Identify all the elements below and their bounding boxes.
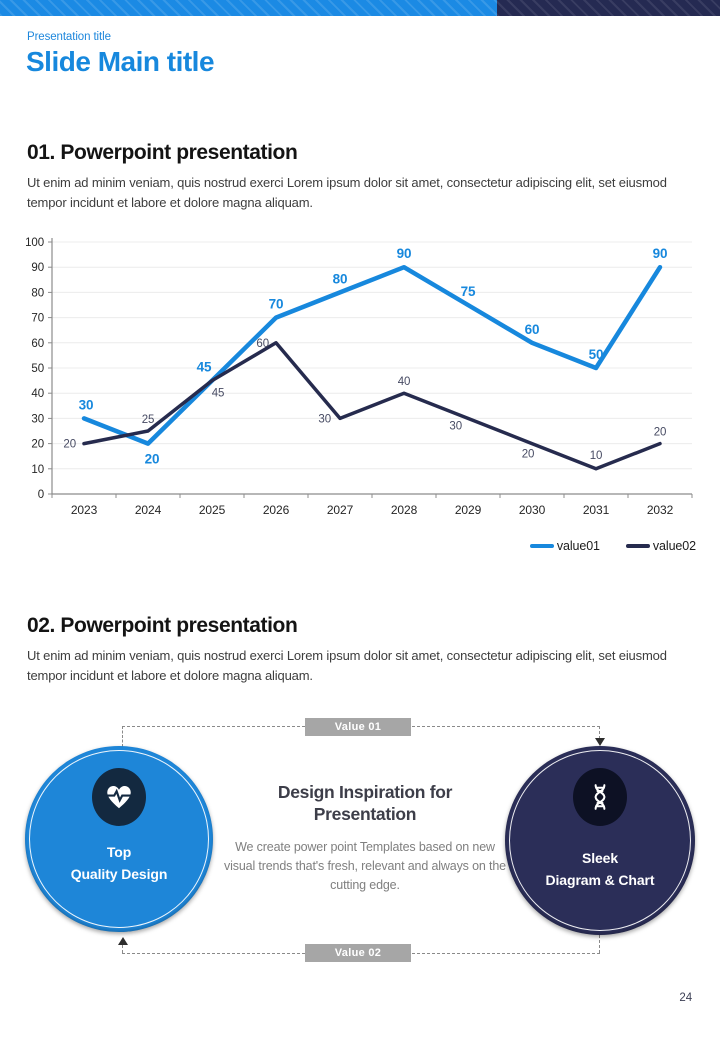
right-circle-line1: Sleek	[581, 850, 619, 866]
svg-text:30: 30	[78, 397, 94, 413]
svg-text:2027: 2027	[326, 503, 354, 517]
svg-text:10: 10	[589, 449, 603, 462]
top-quality-design-circle	[25, 746, 213, 932]
svg-text:80: 80	[31, 287, 44, 300]
value01-line-swatch	[530, 544, 554, 548]
svg-text:45: 45	[196, 359, 212, 375]
bottom-right-connector-stub	[599, 935, 600, 953]
svg-text:80: 80	[332, 271, 348, 287]
svg-text:25: 25	[141, 414, 155, 426]
svg-text:90: 90	[652, 246, 668, 262]
svg-text:20: 20	[521, 448, 535, 461]
top-bar-blue-segment	[0, 0, 497, 16]
svg-text:75: 75	[460, 284, 476, 299]
legend-label-value01: value01	[556, 539, 600, 553]
presentation-title: Presentation title	[27, 31, 111, 43]
svg-text:2029: 2029	[454, 503, 482, 517]
legend-label-value02: value02	[652, 539, 696, 553]
svg-text:40: 40	[397, 376, 411, 389]
svg-text:20: 20	[31, 438, 44, 451]
svg-text:0: 0	[37, 489, 44, 501]
right-circle-line2: Diagram & Chart	[545, 871, 655, 888]
svg-text:30: 30	[318, 413, 331, 426]
svg-text:2028: 2028	[390, 503, 418, 517]
top-bar-navy-segment	[497, 0, 720, 16]
svg-text:60: 60	[31, 337, 44, 350]
bottom-left-connector-stub	[122, 945, 123, 953]
down-arrow	[595, 738, 605, 746]
svg-text:45: 45	[211, 387, 225, 400]
svg-text:2032: 2032	[646, 503, 674, 517]
svg-text:20: 20	[63, 438, 76, 451]
chart-legend	[530, 539, 696, 553]
svg-text:2031: 2031	[582, 503, 610, 517]
heartbeat-icon	[92, 768, 146, 826]
section-1-heading: 01. Powerpoint presentation	[27, 141, 298, 164]
left-circle-line2: Quality Design	[70, 865, 168, 882]
svg-text:30: 30	[449, 420, 462, 433]
up-arrow	[118, 937, 128, 945]
slide-main-title: Slide Main title	[26, 46, 215, 77]
left-circle-line1: Top	[106, 844, 132, 860]
svg-text:2025: 2025	[198, 503, 226, 517]
section-2-heading: 02. Powerpoint presentation	[27, 614, 298, 637]
svg-text:20: 20	[653, 426, 667, 439]
line-chart	[24, 236, 696, 518]
left-circle-label	[25, 842, 213, 885]
diagram-description: We create power point Templates based on new visual trends that's fresh, relevant and always on the cutting edge.	[224, 840, 506, 892]
svg-text:40: 40	[31, 388, 44, 401]
diagram-heading: Design Inspiration for Presentation	[277, 782, 453, 824]
section-1-body: Ut enim ad minim veniam, quis nostrud exerci Lorem ipsum dolor sit amet, consectetur adipiscing elit, set eiusmod tempor incidunt et labore et dolore magna aliquam.	[27, 175, 667, 211]
process-diagram	[0, 710, 720, 988]
svg-text:100: 100	[25, 237, 44, 249]
svg-text:50: 50	[588, 347, 604, 362]
svg-text:2030: 2030	[518, 503, 546, 517]
svg-text:50: 50	[31, 363, 44, 375]
right-circle-label	[505, 848, 695, 891]
section-2-body: Ut enim ad minim veniam, quis nostrud exerci Lorem ipsum dolor sit amet, consectetur adipiscing elit, set eiusmod tempor incidunt et labore et dolore magna aliquam.	[27, 648, 667, 684]
svg-text:70: 70	[268, 296, 284, 312]
svg-text:60: 60	[256, 337, 269, 350]
svg-text:70: 70	[31, 312, 44, 325]
legend-item-value02	[626, 539, 696, 553]
svg-text:30: 30	[31, 413, 44, 426]
dna-icon	[573, 768, 627, 826]
svg-text:20: 20	[144, 451, 160, 467]
value01-connector-box: Value 01	[305, 718, 411, 736]
svg-text:90: 90	[396, 246, 412, 262]
svg-text:2026: 2026	[262, 503, 290, 517]
svg-text:2024: 2024	[134, 503, 162, 517]
svg-text:60: 60	[524, 321, 540, 337]
value02-connector-box: Value 02	[305, 944, 411, 962]
legend-item-value01	[530, 539, 600, 553]
svg-text:10: 10	[31, 463, 44, 476]
svg-text:90: 90	[31, 262, 44, 275]
line-chart-canvas	[24, 236, 696, 518]
svg-text:2023: 2023	[70, 503, 98, 517]
sleek-diagram-chart-circle	[505, 746, 695, 935]
value02-line-swatch	[626, 544, 650, 548]
top-accent-bar	[0, 0, 720, 16]
top-left-connector-stub	[122, 726, 123, 747]
page-number: 24	[679, 992, 692, 1004]
